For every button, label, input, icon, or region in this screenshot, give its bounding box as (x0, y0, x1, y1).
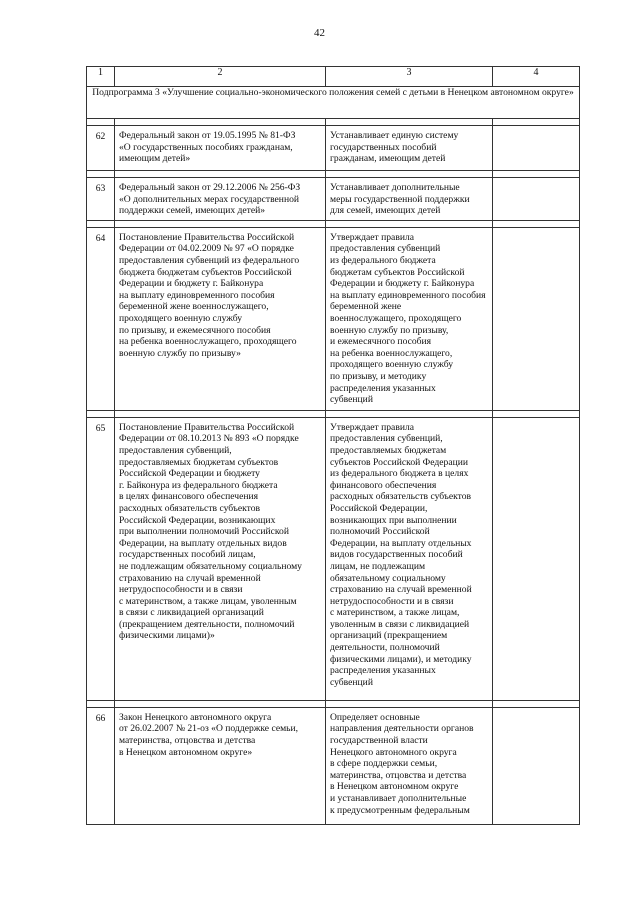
note-cell (493, 417, 580, 700)
row-spacer (87, 410, 580, 417)
note-cell (493, 126, 580, 171)
row-number: 64 (87, 227, 115, 410)
legal-act-cell: Закон Ненецкого автономного округа от 26.02.2007 № 21-оз «О поддержке семьи, материнства, отцовства и детства в Ненецком автономном округе» (115, 707, 326, 824)
subprogram-title: Подпрограмма 3 «Улучшение социально-экономического положения семей с детьми в Ненецком автономном округе» (87, 87, 580, 119)
legal-act-cell: Постановление Правительства Российской Федерации от 08.10.2013 № 893 «О порядке предоставления субвенций, предоставляемых бюджетам субъектов Российской Федерации и бюджету г. Байконура из федерального бюджета в целях финансового обеспечения расходных обязательств субъектов Российской Федерации, возникающих при выполнении полномочий Российской Федерации, на выплату отдельных видов государственных пособий лицам, не подлежащим обязательному социальному страхованию на случай временной нетрудоспособности и в связи с материнством, а также лицам, уволенным в связи с ликвидацией организаций (прекращением деятельности, полномочий физическими лицами)» (115, 417, 326, 700)
purpose-cell: Устанавливает дополнительные меры государственной поддержки для семей, имеющих детей (326, 178, 493, 221)
legal-act-cell: Федеральный закон от 19.05.1995 № 81-ФЗ «О государственных пособиях гражданам, имеющим детей» (115, 126, 326, 171)
subprogram-row (87, 87, 580, 119)
page-number: 42 (314, 27, 325, 39)
header-col-2: 2 (115, 67, 326, 87)
row-number: 65 (87, 417, 115, 700)
row-spacer (87, 700, 580, 707)
legal-act-cell: Постановление Правительства Российской Федерации от 04.02.2009 № 97 «О порядке предоставления субвенций из федерального бюджета бюджетам субъектов Российской Федерации и бюджету г. Байконура на выплату единовременного пособия беременной жене военнослужащего, проходящего военную службу по призыву, и ежемесячного пособия на ребенка военнослужащего, проходящего военную службу по призыву» (115, 227, 326, 410)
row-number: 66 (87, 707, 115, 824)
row-spacer (87, 171, 580, 178)
note-cell (493, 178, 580, 221)
purpose-cell: Утверждает правила предоставления субвенций, предоставляемых бюджетам субъектов Российской Федерации из федерального бюджета в целях финансового обеспечения расходных обязательств субъектов Российской Федерации, возникающих при выполнении полномочий Российской Федерации, на выплату отдельных видов государственных пособий лицам, не подлежащим обязательному социальному страхованию на случай временной нетрудоспособности и в связи с материнством, а также лицам, уволенным в связи с ликвидацией организаций (прекращением деятельности, полномочий физическими лицами), и методику распределения указанных субвенций (326, 417, 493, 700)
purpose-cell: Утверждает правила предоставления субвенций из федерального бюджета бюджетам субъектов Российской Федерации и бюджету г. Байконура на выплату единовременного пособия беременной жене военнослужащего, проходящего военную службу по призыву, и ежемесячного пособия на ребенка военнослужащего, проходящего военную службу по призыву, и методику распределения указанных субвенций (326, 227, 493, 410)
row-number: 62 (87, 126, 115, 171)
table-header-row (87, 67, 580, 87)
purpose-cell: Определяет основные направления деятельности органов государственной власти Ненецкого автономного округа в сфере поддержки семьи, материнства, отцовства и детства в Ненецком автономном округе и устанавливает дополнительные к предусмотренным федеральным (326, 707, 493, 824)
note-cell (493, 227, 580, 410)
table-row (87, 417, 580, 700)
table-row (87, 126, 580, 171)
table-row (87, 178, 580, 221)
legal-act-cell: Федеральный закон от 29.12.2006 № 256-ФЗ «О дополнительных мерах государственной поддержки семей, имеющих детей» (115, 178, 326, 221)
row-spacer (87, 119, 580, 126)
purpose-cell: Устанавливает единую систему государственных пособий гражданам, имеющим детей (326, 126, 493, 171)
header-col-3: 3 (326, 67, 493, 87)
row-number: 63 (87, 178, 115, 221)
header-col-4: 4 (493, 67, 580, 87)
row-spacer (87, 220, 580, 227)
table-row (87, 707, 580, 824)
note-cell (493, 707, 580, 824)
header-col-1: 1 (87, 67, 115, 87)
legal-acts-table (86, 66, 580, 825)
table-row (87, 227, 580, 410)
